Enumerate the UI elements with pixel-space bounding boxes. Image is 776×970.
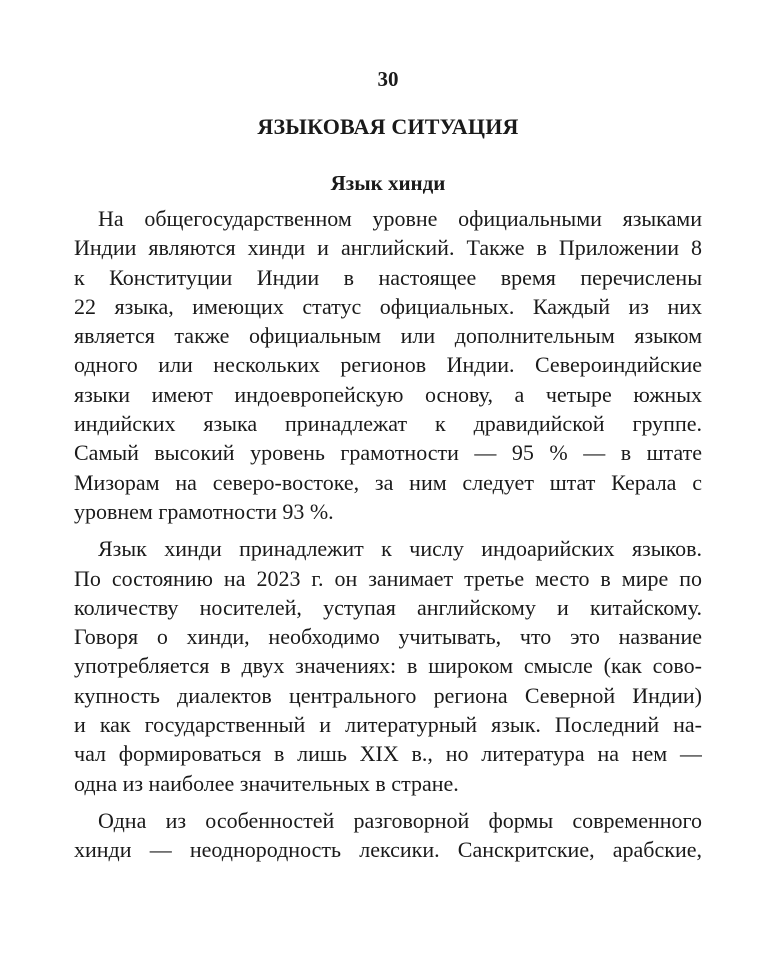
text-line: Индии являются хинди и английский. Также в Приложении 8 (74, 235, 702, 261)
text-line: чал формироваться в лишь XIX в., но литература на нем — (74, 741, 702, 767)
text-line: купность диалектов центрального региона Северной Индии) (74, 682, 702, 708)
text-line: употребляется в двух значениях: в широком смысле (как сово- (74, 653, 702, 679)
text-line: Одна из особенностей разговорной формы современного (98, 807, 702, 833)
paragraph-1 (74, 204, 702, 526)
text-line: и как государственный и литературный язык. Последний на- (74, 712, 702, 738)
text-line: Мизорам на северо-востоке, за ним следует штат Керала с (74, 469, 702, 495)
chapter-title: ЯЗЫКОВАЯ СИТУАЦИЯ (257, 114, 519, 139)
text-line: языки имеют индоевропейскую основу, а четыре южных (74, 381, 702, 407)
paragraph-3 (74, 806, 702, 865)
section-title: Язык хинди (330, 171, 446, 195)
text-line: На общегосударственном уровне официальными языками (98, 206, 702, 231)
text-line: уровнем грамотности 93 %. (74, 498, 334, 524)
text-line: индийских языка принадлежат к дравидийской группе. (74, 411, 702, 437)
text-line: одного или нескольких регионов Индии. Североиндийские (74, 352, 702, 378)
text-line: 22 языка, имеющих статус официальных. Каждый из них (74, 293, 702, 319)
page-number: 30 (377, 67, 399, 91)
text-line: хинди — неоднородность лексики. Санскритские, арабские, (74, 837, 702, 863)
text-line: к Конституции Индии в настоящее время перечислены (74, 264, 702, 290)
paragraph-2 (74, 534, 702, 798)
text-line: Язык хинди принадлежит к числу индоарийских языков. (98, 536, 702, 562)
text-line: количеству носителей, уступая английскому и китайскому. (74, 594, 702, 620)
text-line: является также официальным или дополнительным языком (74, 323, 702, 349)
text-line: Самый высокий уровень грамотности — 95 % — в штате (74, 440, 702, 466)
document-page (74, 62, 702, 865)
text-line: По состоянию на 2023 г. он занимает третье место в мире по (74, 565, 702, 591)
body-text (74, 204, 702, 865)
text-line: одна из наиболее значительных в стране. (74, 770, 459, 796)
text-line: Говоря о хинди, необходимо учитывать, что это название (74, 624, 702, 650)
